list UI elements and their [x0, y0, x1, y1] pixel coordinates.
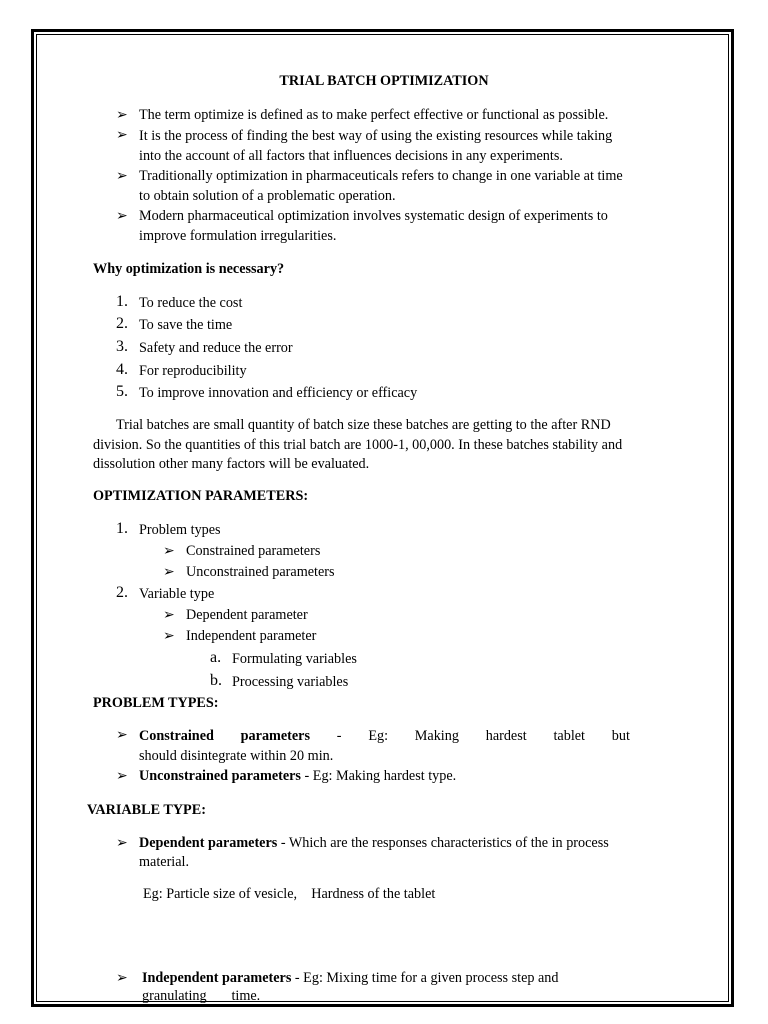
bullet-arrow-icon: ➢: [163, 628, 175, 644]
bullet-arrow-icon: ➢: [116, 970, 128, 986]
independent-label: Independent parameters: [142, 970, 292, 986]
constrained-label: Constrained: [139, 728, 214, 744]
unconstrained-label: Unconstrained parameters: [139, 768, 301, 784]
list-number: 2.: [116, 315, 128, 332]
params-lettered-formulating: Formulating variables: [232, 651, 357, 667]
dependent-text: - Which are the responses characteristics of the in process: [277, 835, 609, 851]
intro-bullet-1: The term optimize is defined as to make perfect effective or functional as possible.: [139, 107, 609, 123]
dependent-example: Eg: Particle size of vesicle, Hardness of the tablet: [143, 886, 436, 902]
bullet-arrow-icon: ➢: [163, 564, 175, 580]
intro-bullet-3-cont: to obtain solution of a problematic operation.: [139, 188, 396, 204]
list-number: 1.: [116, 293, 128, 310]
params-lettered-processing: Processing variables: [232, 674, 349, 690]
paragraph-line-2: division. So the quantities of this trial batch are 1000-1, 00,000. In these batches stability and: [93, 437, 623, 453]
why-item-1: To reduce the cost: [139, 295, 243, 311]
list-letter: a.: [210, 649, 222, 666]
intro-bullet-4: Modern pharmaceutical optimization involves systematic design of experiments to: [139, 208, 608, 224]
bullet-arrow-icon: ➢: [116, 727, 128, 743]
constrained-word: Making: [414, 728, 459, 744]
bullet-arrow-icon: ➢: [116, 107, 128, 123]
list-letter: b.: [210, 672, 222, 689]
independent-text: - Eg: Mixing time for a given process step and: [291, 970, 559, 986]
params-sub-independent: Independent parameter: [186, 628, 317, 644]
why-item-5: To improve innovation and efficiency or efficacy: [139, 385, 418, 401]
problem-types-heading: PROBLEM TYPES:: [93, 695, 219, 711]
params-item-variable-type: Variable type: [139, 586, 215, 602]
list-number: 4.: [116, 361, 128, 378]
constrained-word: tablet: [553, 728, 585, 744]
intro-bullet-4-cont: improve formulation irregularities.: [139, 228, 337, 244]
params-sub-constrained: Constrained parameters: [186, 543, 321, 559]
page-title: TRIAL BATCH OPTIMIZATION: [279, 73, 489, 89]
dependent-label: Dependent parameters: [139, 835, 278, 851]
list-number: 1.: [116, 520, 128, 537]
paragraph-line-1: Trial batches are small quantity of batch size these batches are getting to the after RND: [116, 417, 611, 433]
intro-bullet-2: It is the process of finding the best way of using the existing resources while taking: [139, 128, 613, 144]
independent-line: [142, 968, 559, 988]
intro-bullet-3: Traditionally optimization in pharmaceuticals refers to change in one variable at time: [139, 168, 623, 184]
list-number: 5.: [116, 383, 128, 400]
bullet-arrow-icon: ➢: [163, 607, 175, 623]
why-item-4: For reproducibility: [139, 363, 247, 379]
constrained-word: but: [611, 728, 630, 744]
unconstrained-text: - Eg: Making hardest type.: [300, 768, 457, 784]
bullet-arrow-icon: ➢: [116, 127, 128, 143]
intro-bullet-2-cont: into the account of all factors that influences decisions in any experiments.: [139, 148, 563, 164]
dependent-line-2: material.: [139, 854, 190, 870]
params-item-problem-types: Problem types: [139, 522, 221, 538]
constrained-word: Eg:: [368, 728, 389, 744]
constrained-line-2: should disintegrate within 20 min.: [139, 748, 334, 764]
constrained-word: hardest: [485, 728, 527, 744]
params-sub-dependent: Dependent parameter: [186, 607, 308, 623]
why-item-2: To save the time: [139, 317, 233, 333]
variable-type-heading: VARIABLE TYPE:: [87, 802, 206, 818]
dependent-line: [139, 833, 669, 853]
independent-line-2: granulating time.: [142, 988, 261, 1004]
bullet-arrow-icon: ➢: [116, 168, 128, 184]
bullet-arrow-icon: ➢: [163, 543, 175, 559]
why-item-3: Safety and reduce the error: [139, 340, 293, 356]
bullet-arrow-icon: ➢: [116, 835, 128, 851]
list-number: 3.: [116, 338, 128, 355]
paragraph-line-3: dissolution other many factors will be evaluated.: [93, 456, 370, 472]
constrained-line: [139, 726, 630, 746]
list-number: 2.: [116, 584, 128, 601]
params-heading: OPTIMIZATION PARAMETERS:: [93, 488, 309, 504]
bullet-arrow-icon: ➢: [116, 768, 128, 784]
constrained-dash: -: [336, 728, 342, 744]
constrained-label-2: parameters: [240, 728, 311, 744]
bullet-arrow-icon: ➢: [116, 208, 128, 224]
params-sub-unconstrained: Unconstrained parameters: [186, 564, 335, 580]
unconstrained-line: [139, 766, 456, 786]
why-heading: Why optimization is necessary?: [93, 261, 285, 277]
